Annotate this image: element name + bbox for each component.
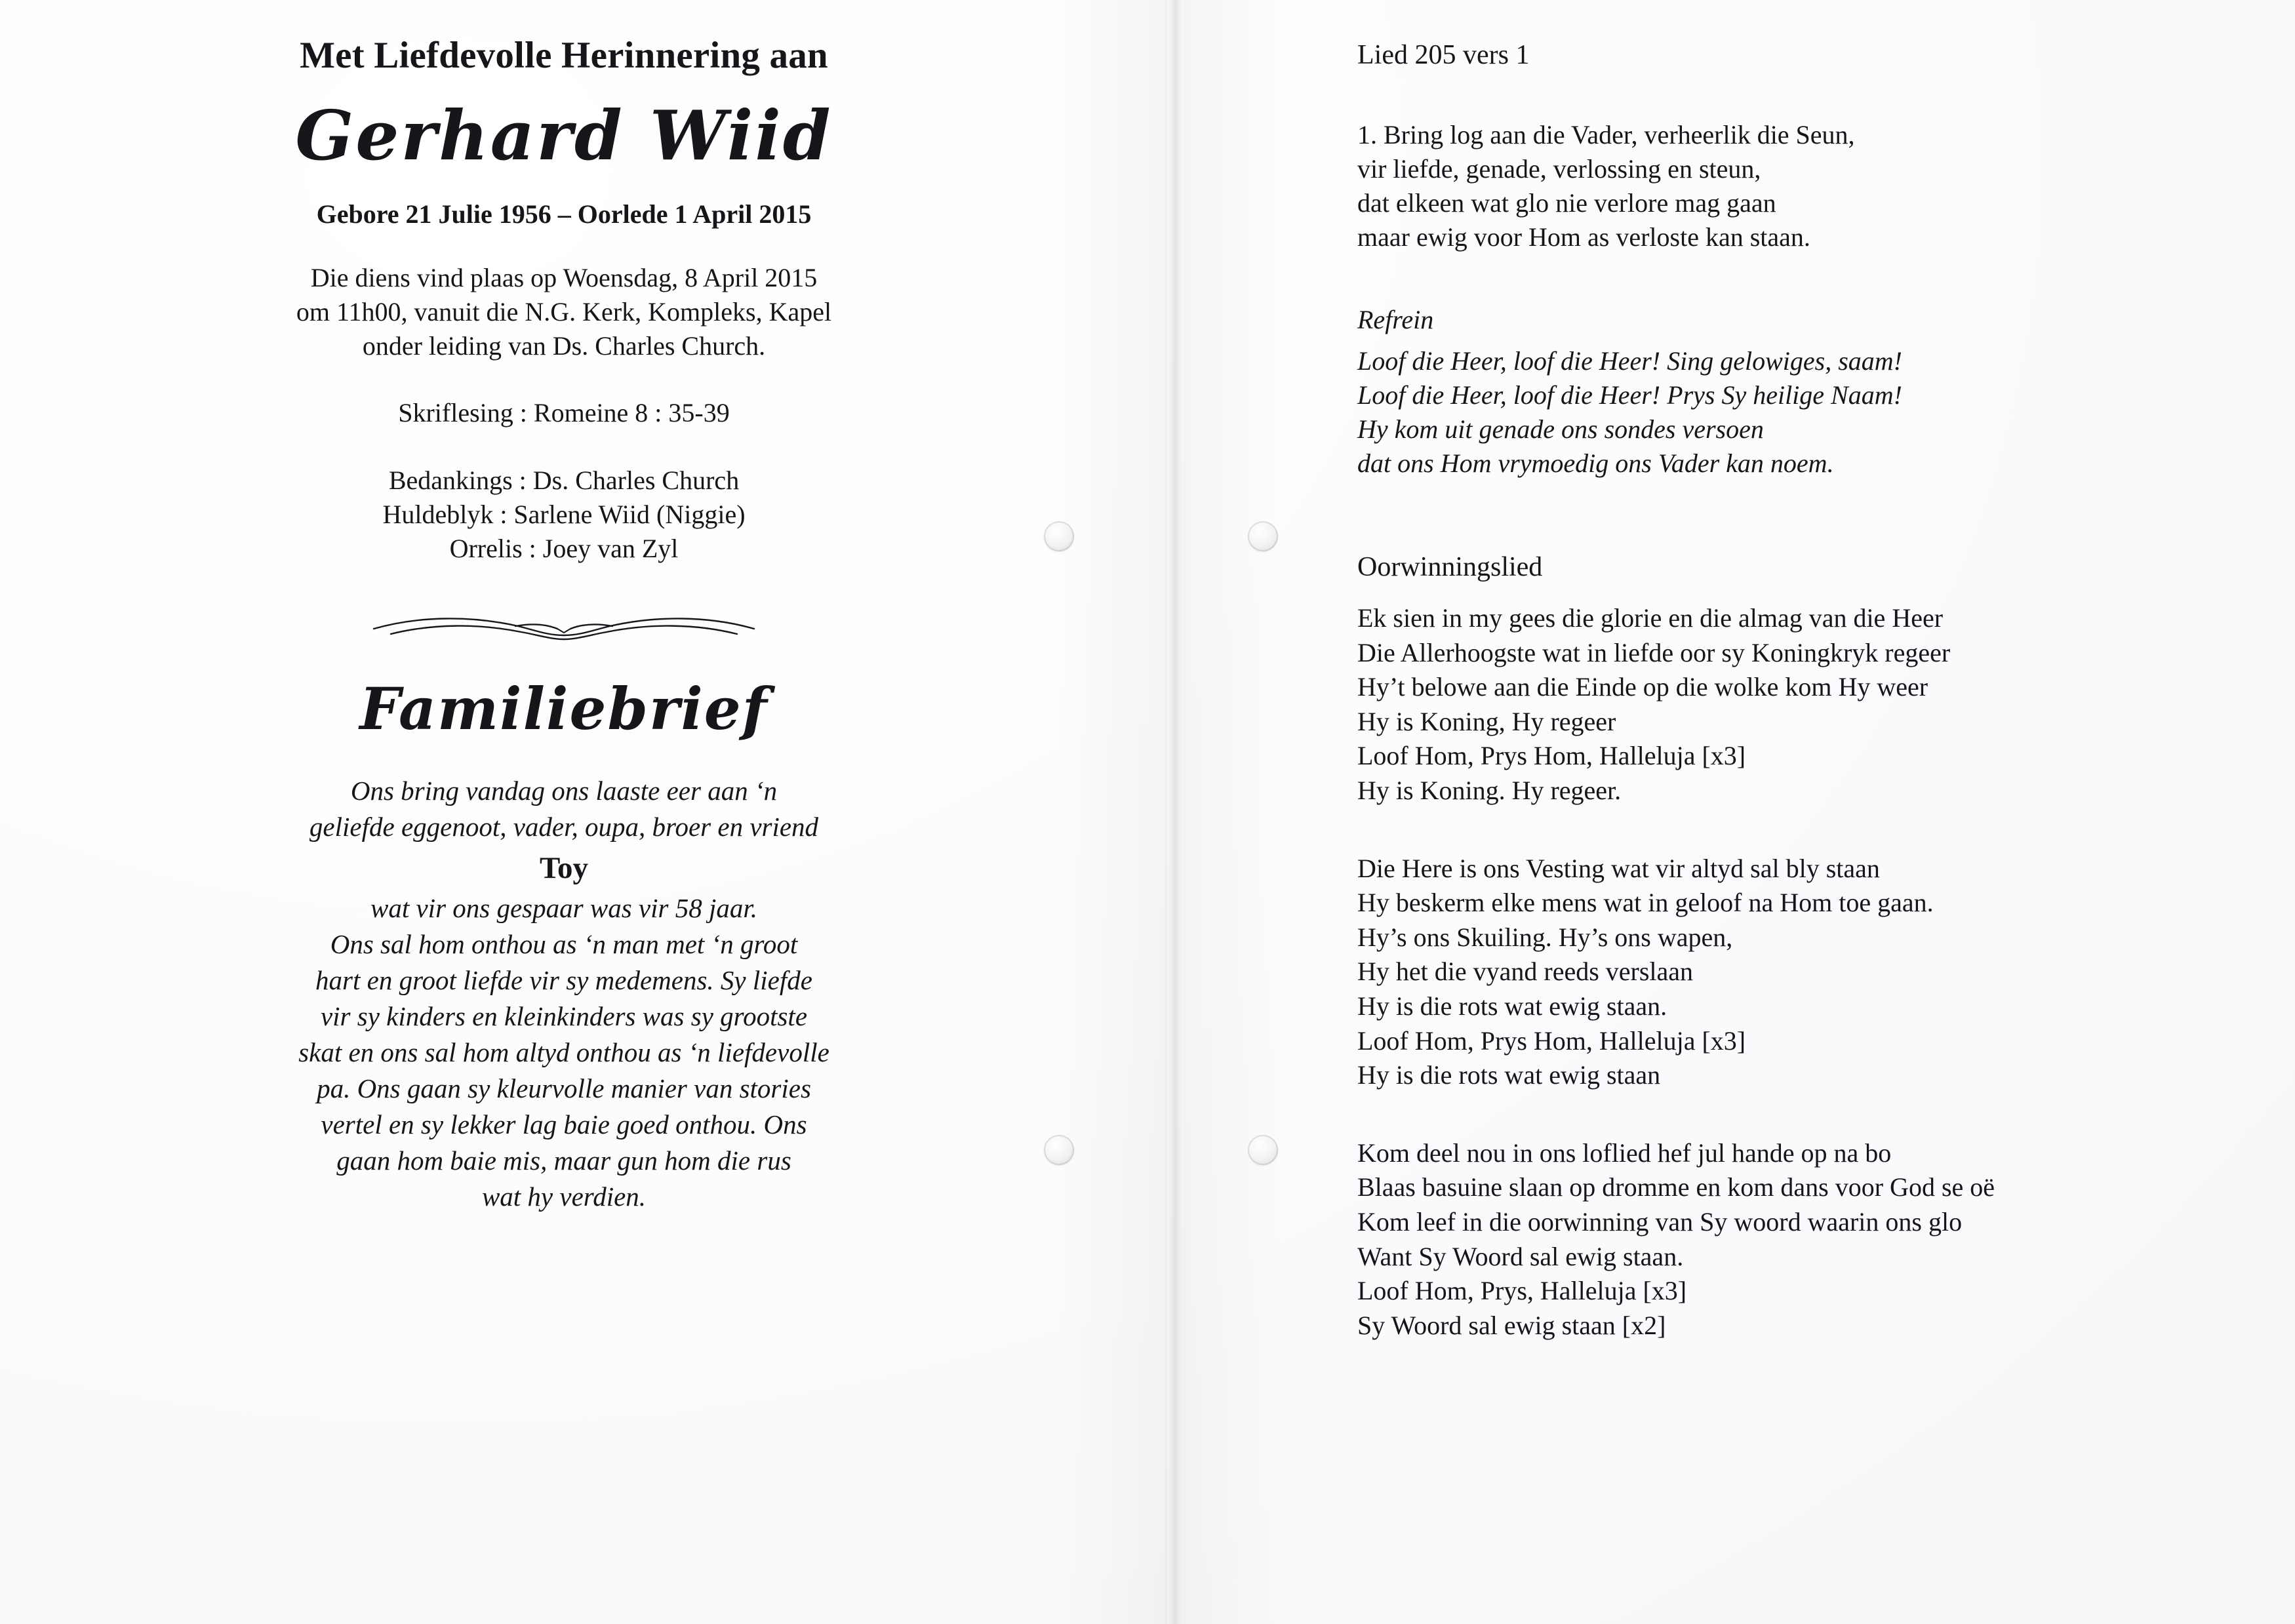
family-letter-line: skat en ons sal hom altyd onthou as ‘n liefdevolle: [298, 1037, 829, 1067]
service-line: om 11h00, vanuit die N.G. Kerk, Kompleks, Kapel: [296, 297, 832, 327]
family-letter-line: vertel en sy lekker lag baie goed onthou. Ons: [321, 1109, 807, 1139]
acknowledgements: [79, 464, 1049, 566]
victory-line: Die Here is ons Vesting wat vir altyd sal bly staan: [1357, 853, 1880, 883]
spine-shadow-left: [1056, 0, 1167, 1624]
hymn-verse: [1357, 118, 2229, 254]
family-letter-line: pa. Ons gaan sy kleurvolle manier van stories: [317, 1073, 811, 1103]
right-page: [1357, 26, 2229, 1343]
family-letter-line: Ons sal hom onthou as ‘n man met ‘n groot: [330, 929, 798, 960]
deceased-name: Gerhard Wiid: [295, 95, 833, 176]
victory-stanza-3: [1357, 1136, 2229, 1343]
victory-line: Hy’t belowe aan die Einde op die wolke kom Hy weer: [1357, 672, 1928, 702]
family-letter-heading: Familiebrief: [359, 675, 768, 743]
acknowledgement-line: Orrelis : Joey van Zyl: [449, 534, 679, 564]
refrain-line: dat ons Hom vrymoedig ons Vader kan noem.: [1357, 448, 1834, 478]
memorial-heading: Met Liefdevolle Herinnering aan: [300, 35, 828, 76]
victory-line: Hy is Koning. Hy regeer.: [1357, 775, 1622, 805]
victory-line: Die Allerhoogste wat in liefde oor sy Koningkryk regeer: [1357, 637, 1951, 667]
hymn-title: Lied 205 vers 1: [1357, 40, 1530, 70]
refrain-line: Loof die Heer, loof die Heer! Sing gelowiges, saam!: [1357, 346, 1902, 376]
family-letter-line: vir sy kinders en kleinkinders was sy grootste: [320, 1000, 808, 1031]
deceased-nickname: Toy: [539, 851, 589, 886]
hymn-line: dat elkeen wat glo nie verlore mag gaan: [1357, 188, 1776, 218]
service-details: [79, 261, 1049, 363]
spine-shadow-right: [1184, 0, 1282, 1624]
service-line: Die diens vind plaas op Woensdag, 8 April 2015: [310, 263, 818, 293]
hymn-line: maar ewig voor Hom as verloste kan staan.: [1357, 222, 1810, 252]
family-letter-line: Ons bring vandag ons laaste eer aan ‘n: [350, 776, 778, 806]
victory-line: Hy is Koning, Hy regeer: [1357, 706, 1616, 736]
hymn-line: 1. Bring log aan die Vader, verheerlik die Seun,: [1357, 120, 1855, 149]
victory-line: Kom leef in die oorwinning van Sy woord waarin ons glo: [1357, 1206, 1963, 1237]
victory-stanza-2: [1357, 852, 2229, 1093]
refrain-line: Loof die Heer, loof die Heer! Prys Sy heilige Naam!: [1357, 380, 1902, 410]
victory-line: Kom deel nou in ons loflied hef jul hande op na bo: [1357, 1138, 1892, 1168]
service-line: onder leiding van Ds. Charles Church.: [362, 331, 766, 361]
scripture-reading: Skriflesing : Romeine 8 : 35-39: [398, 398, 730, 428]
acknowledgement-line: Bedankings : Ds. Charles Church: [388, 465, 740, 496]
punch-hole: [1248, 521, 1278, 551]
family-letter-line: geliefde eggenoot, vader, oupa, broer en vriend: [309, 812, 819, 842]
victory-line: Hy is die rots wat ewig staan: [1357, 1060, 1661, 1090]
victory-line: Ek sien in my gees die glorie en die almag van die Heer: [1357, 603, 1944, 633]
victory-line: Hy het die vyand reeds verslaan: [1357, 957, 1694, 987]
victory-line: Hy beskerm elke mens wat in geloof na Hom toe gaan.: [1357, 888, 1934, 918]
victory-line: Loof Hom, Prys, Halleluja [x3]: [1357, 1276, 1687, 1306]
family-letter-line: wat vir ons gespaar was vir 58 jaar.: [370, 893, 757, 924]
booklet-fold: [1164, 0, 1186, 1624]
family-letter-line: hart en groot liefde vir sy medemens. Sy liefde: [315, 965, 812, 996]
punch-hole: [1248, 1135, 1278, 1165]
acknowledgement-line: Huldeblyk : Sarlene Wiid (Niggie): [382, 500, 746, 530]
victory-stanza-1: [1357, 601, 2229, 808]
victory-line: Loof Hom, Prys Hom, Halleluja [x3]: [1357, 1025, 1746, 1056]
victory-line: Blaas basuine slaan op dromme en kom dans voor God se oë: [1357, 1172, 1995, 1202]
family-letter-line: wat hy verdien.: [481, 1181, 647, 1212]
victory-line: Loof Hom, Prys Hom, Halleluja [x3]: [1357, 741, 1746, 771]
left-page: [79, 26, 1049, 1215]
victory-line: Want Sy Woord sal ewig staan.: [1357, 1241, 1684, 1271]
family-letter-line: gaan hom baie mis, maar gun hom die rus: [336, 1145, 791, 1176]
victory-line: Hy’s ons Skuiling. Hy’s ons wapen,: [1357, 922, 1733, 952]
refrain-label: Refrein: [1357, 305, 1434, 334]
ornamental-divider: [361, 606, 767, 652]
victory-line: Sy Woord sal ewig staan [x2]: [1357, 1310, 1666, 1340]
hymn-line: vir liefde, genade, verlossing en steun,: [1357, 154, 1761, 184]
victory-line: Hy is die rots wat ewig staan.: [1357, 991, 1667, 1021]
victory-song-title: Oorwinningslied: [1357, 552, 1543, 582]
refrain-body: [1357, 344, 2229, 481]
family-letter-body: [79, 773, 1049, 1214]
birth-death-dates: Gebore 21 Julie 1956 – Oorlede 1 April 2015: [316, 199, 812, 229]
refrain-line: Hy kom uit genade ons sondes versoen: [1357, 414, 1764, 444]
